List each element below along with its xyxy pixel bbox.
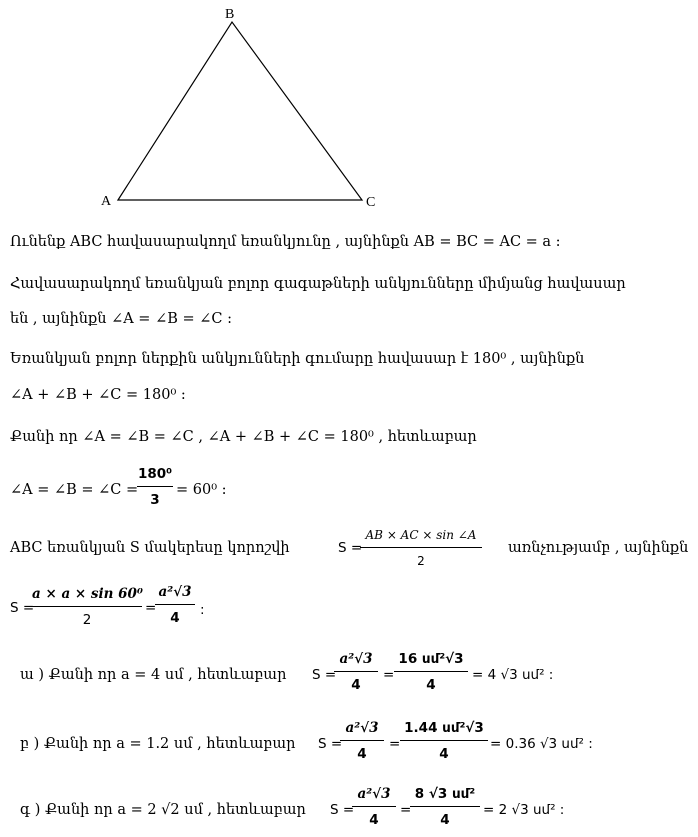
triangle-abc [118,22,362,200]
case-b-result: = 0.36 √3 սմ² : [490,736,593,752]
case-a-fraction-1: a²√3 4 [334,650,378,694]
case-c-eq: = [400,802,412,818]
vertex-c-label: C [366,195,376,210]
line-9-fraction-1 [32,585,142,629]
case-a-result: = 4 √3 սմ² : [472,667,554,683]
case-b-eq: = [389,736,401,752]
line-7-right: = 60⁰ : [176,482,227,498]
line-9-denominator-1: 2 [82,612,92,628]
case-c-label: գ ) Քանի որ a = 2 √2 սմ , հետևաբար [20,802,306,818]
line-8-left: ABC եռանկյան S մակերեսը կորոշվի [10,540,290,556]
line-6: Քանի որ ∠A = ∠B = ∠C , ∠A + ∠B + ∠C = 180⁰ , հետևաբար [10,429,477,445]
line-1: Ունենք ABC հավասարակողմ եռանկյունը , այնինքն AB = BC = AC = a : [10,234,561,250]
line-9-s: S = [10,600,35,616]
triangle-figure [0,0,400,215]
case-a-fraction-2: 16 սմ²√3 4 [394,650,468,694]
case-a-s: S = [312,667,337,683]
case-b-s: S = [318,736,343,752]
line-8-s: S = [338,540,363,556]
line-9-end: : [200,602,205,618]
case-c-fraction-1: a²√3 4 [352,785,396,829]
line-7-denominator: 3 [150,492,160,508]
line-8-denominator: 2 [417,554,425,568]
line-4: Եռանկյան բոլոր ներքին անկյունների գումարը հավասար է 180⁰ , այնինքն [10,351,585,367]
line-8-fraction [360,526,482,570]
vertex-a-label: A [101,194,112,209]
line-3: են , այնինքն ∠A = ∠B = ∠C : [10,311,232,327]
line-5: ∠A + ∠B + ∠C = 180⁰ : [10,387,186,403]
line-9-denominator-2: 4 [170,610,180,626]
line-8-numerator: AB × AC × sin ∠A [365,528,477,542]
line-7-numerator: 180⁰ [137,466,173,482]
case-a-label: ա ) Քանի որ a = 4 սմ , հետևաբար [20,667,287,683]
line-9-numerator-1: a × a × sin 60⁰ [32,586,143,602]
line-7-left: ∠A = ∠B = ∠C = [10,482,139,498]
line-8-right: առնչությամբ , այնինքն [508,540,689,556]
line-7-fraction [137,465,173,509]
vertex-b-label: B [225,7,235,22]
line-9-fraction-2 [155,583,195,627]
line-2: Հավասարակողմ եռանկյան բոլոր գագաթների անկյունները միմյանց հավասար [10,276,626,292]
case-b-label: բ ) Քանի որ a = 1.2 սմ , հետևաբար [20,736,296,752]
case-b-fraction-2: 1.44 սմ²√3 4 [400,719,488,763]
case-c-fraction-2: 8 √3 սմ² 4 [410,785,480,829]
case-c-s: S = [330,802,355,818]
line-9-eq: = [145,600,157,616]
case-a-eq: = [383,667,395,683]
case-c-result: = 2 √3 սմ² : [483,802,565,818]
case-b-fraction-1: a²√3 4 [340,719,384,763]
line-9-numerator-2: a²√3 [158,584,192,600]
